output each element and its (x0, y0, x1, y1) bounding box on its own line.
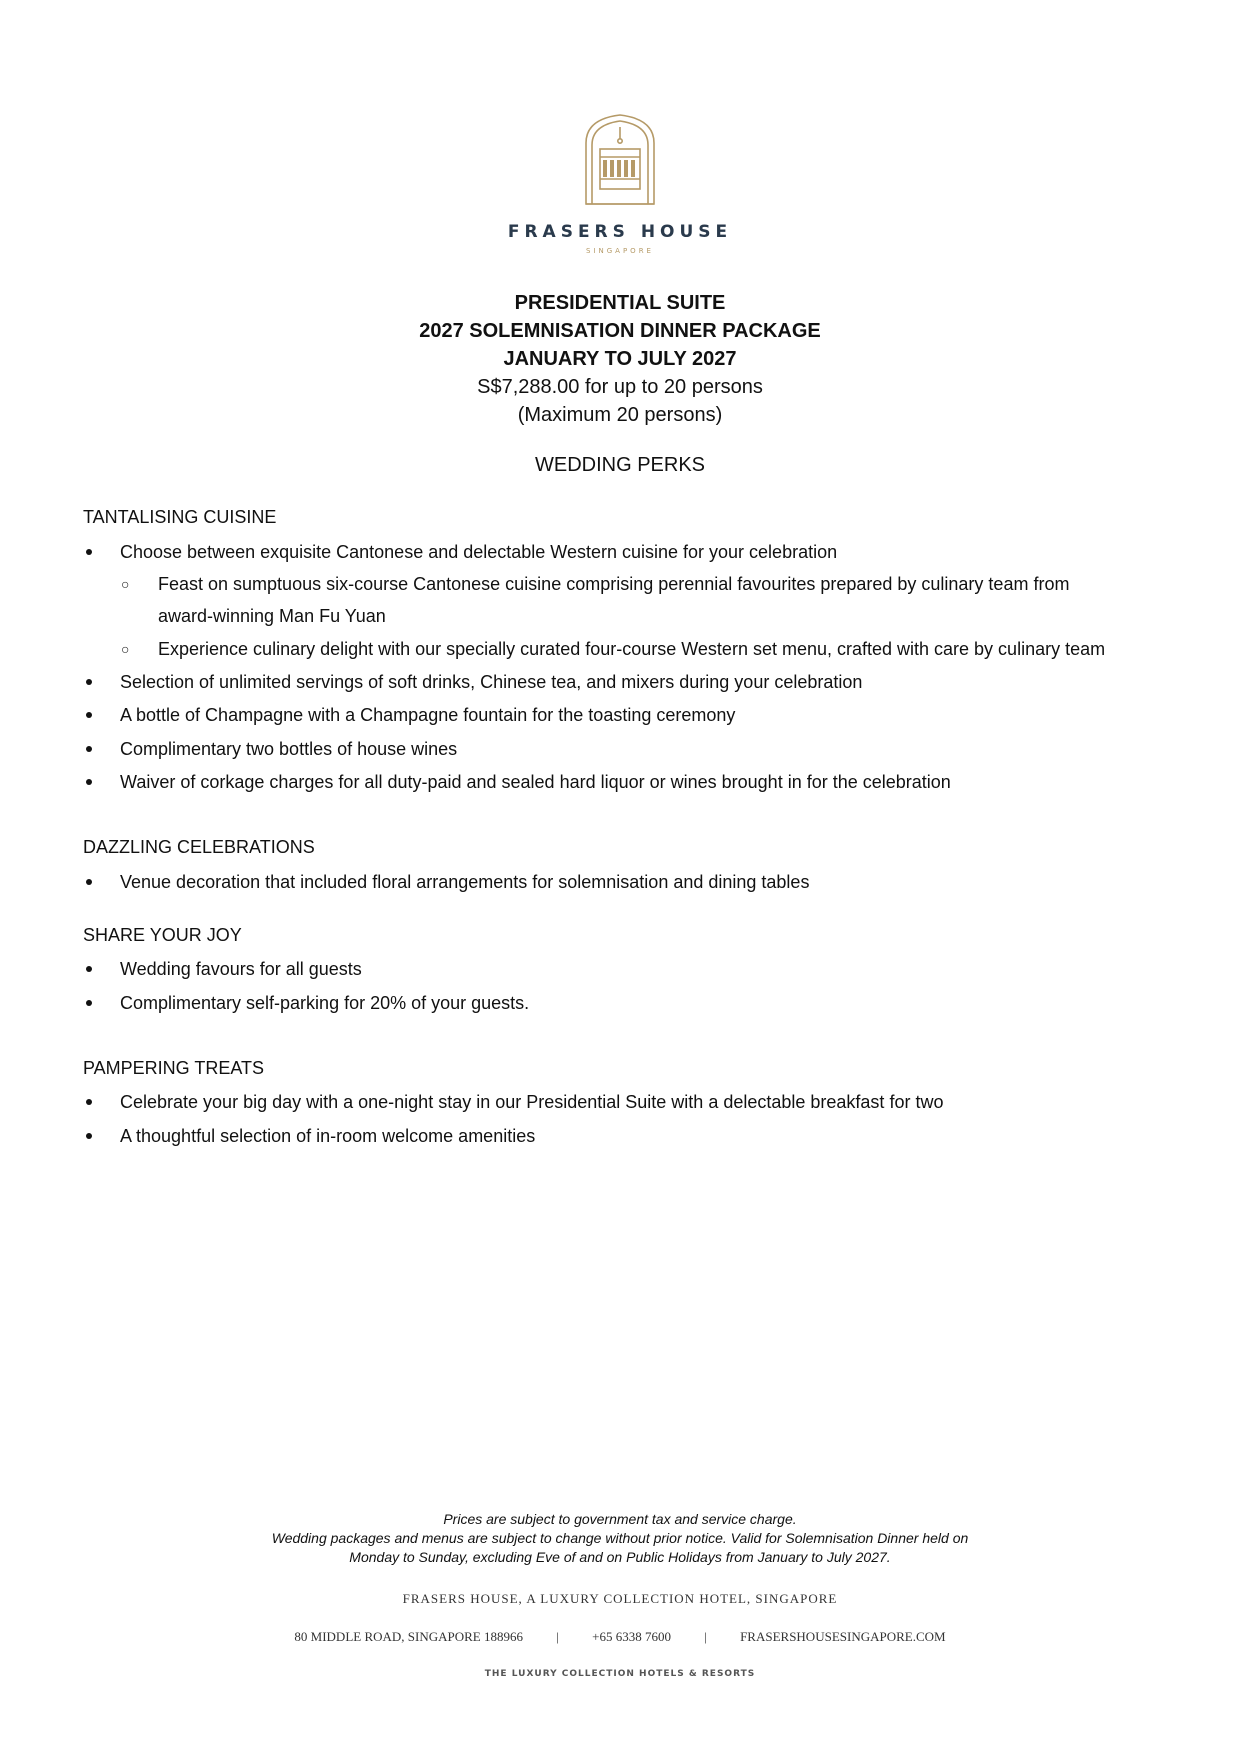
footer-contacts (0, 1629, 1240, 1645)
section-title-treats: PAMPERING TREATS (83, 1058, 265, 1078)
hotel-phone[interactable]: +65 6338 7600 (592, 1629, 671, 1644)
list-item-text: Venue decoration that included floral arrangements for solemnisation and dining tables (120, 872, 810, 892)
frasers-house-logo-icon (582, 113, 658, 205)
hotel-address: 80 MIDDLE ROAD, SINGAPORE 188966 (294, 1629, 523, 1644)
section-title-celebrations: DAZZLING CELEBRATIONS (83, 837, 315, 857)
list-item-text: Waiver of corkage charges for all duty-paid and sealed hard liquor or wines brought in for the celebration (120, 772, 951, 792)
list-item-text: A thoughtful selection of in-room welcome amenities (120, 1126, 536, 1146)
section-title-joy: SHARE YOUR JOY (83, 925, 242, 945)
sub-list-item-text: Feast on sumptuous six-course Cantonese cuisine comprising perennial favourites prepared by culinary team from (158, 574, 1070, 594)
sub-list-item-text: award-winning Man Fu Yuan (158, 606, 386, 626)
brand-name: FRASERS HOUSE (507, 222, 733, 242)
package-title: 2027 SOLEMNISATION DINNER PACKAGE (419, 320, 821, 342)
disclaimer-line: Prices are subject to government tax and service charge. (443, 1511, 797, 1527)
suite-title: PRESIDENTIAL SUITE (514, 292, 726, 314)
list-item-text: Selection of unlimited servings of soft drinks, Chinese tea, and mixers during your celebration (120, 672, 863, 692)
section-title-cuisine: TANTALISING CUISINE (83, 507, 277, 527)
package-price: S$7,288.00 for up to 20 persons (477, 376, 763, 398)
separator: | (704, 1629, 707, 1644)
sub-list-item-text: Experience culinary delight with our specially curated four-course Western set menu, crafted with care by culinary team (158, 639, 1106, 659)
footer-hotel-name: FRASERS HOUSE, A LUXURY COLLECTION HOTEL, SINGAPORE (402, 1591, 838, 1606)
perks-heading: WEDDING PERKS (534, 454, 706, 476)
brand-subtitle: SINGAPORE (586, 247, 654, 255)
footer-disclaimer (0, 1510, 1240, 1567)
circle-bullet-icon: ○ (121, 641, 130, 657)
maximum-guests: (Maximum 20 persons) (517, 404, 723, 426)
title-block (0, 289, 1240, 429)
disclaimer-line: Monday to Sunday, excluding Eve of and on Public Holidays from January to July 2027. (349, 1549, 891, 1565)
list-item-text: Complimentary self-parking for 20% of your guests. (120, 993, 530, 1013)
circle-bullet-icon: ○ (121, 576, 130, 592)
list-item-text: Wedding favours for all guests (120, 959, 362, 979)
period-title: JANUARY TO JULY 2027 (503, 348, 737, 370)
hotel-website-link[interactable]: FRASERSHOUSESINGAPORE.COM (740, 1629, 946, 1644)
list-item-text: Celebrate your big day with a one-night stay in our Presidential Suite with a delectable breakfast for two (120, 1092, 944, 1112)
footer-brand-line: THE LUXURY COLLECTION HOTELS & RESORTS (484, 1669, 756, 1679)
list-item-text: Choose between exquisite Cantonese and delectable Western cuisine for your celebration (120, 542, 838, 562)
separator: | (556, 1629, 559, 1644)
list-item-text: Complimentary two bottles of house wines (120, 739, 458, 759)
disclaimer-line: Wedding packages and menus are subject to change without prior notice. Valid for Solemnisation Dinner held on (271, 1530, 969, 1546)
list-item-text: A bottle of Champagne with a Champagne fountain for the toasting ceremony (120, 705, 736, 725)
